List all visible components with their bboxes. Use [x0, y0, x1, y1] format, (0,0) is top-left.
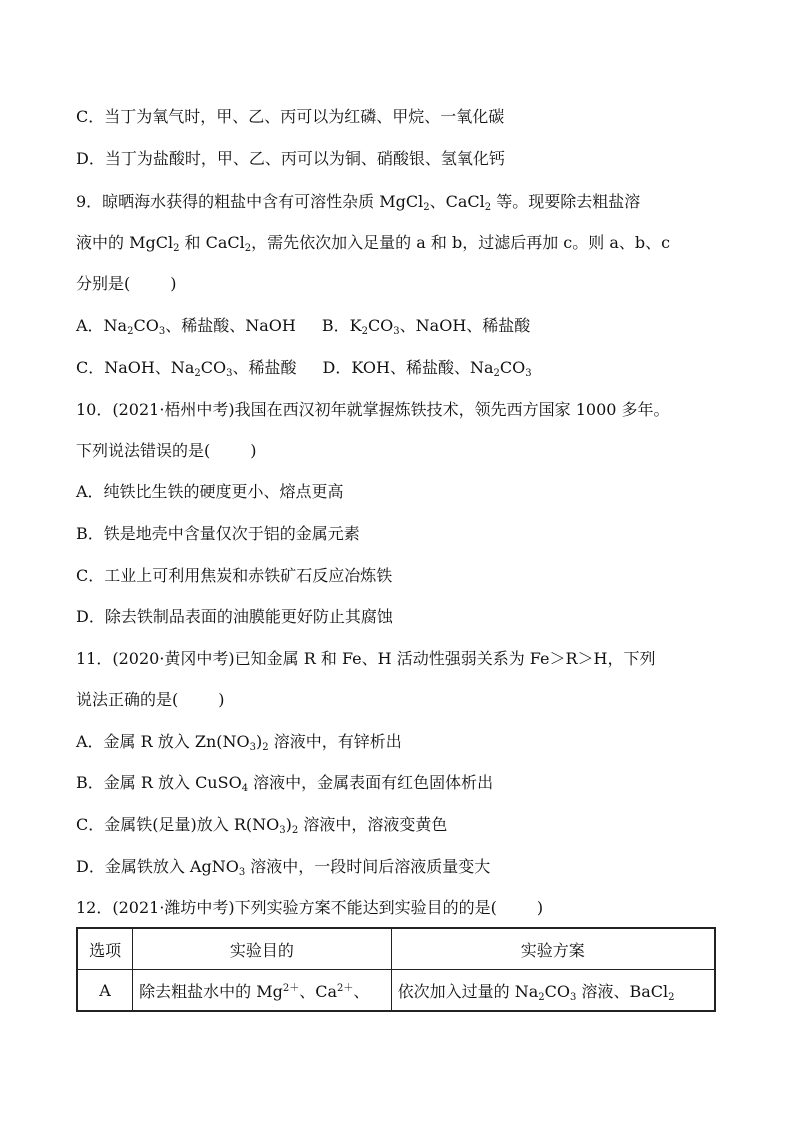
q11-stem-line1: 11．(2020·黄冈中考)已知金属 R 和 Fe、H 活动性强弱关系为 Fe＞R＞H，下列 [76, 649, 656, 668]
q11-option-b: B．金属 R 放入 CuSO$_4$ 溶液中，金属表面有红色固体析出 [76, 773, 494, 794]
q10-stem-line1: 10．(2021·梧州中考)我国在西汉初年就掌握炼铁技术，领先西方国家 1000 多年。 [76, 400, 670, 419]
header-plan: 实验方案 [391, 928, 715, 970]
q12-table [76, 927, 716, 1012]
header-option: 选项 [77, 928, 133, 970]
q12-stem: 12．(2021·潍坊中考)下列实验方案不能达到实验目的的是( ) [76, 898, 544, 917]
q11-option-d: D．金属铁放入 AgNO$_3$ 溶液中，一段时间后溶液质量变大 [76, 857, 491, 878]
q10-option-a: A．纯铁比生铁的硬度更小、熔点更高 [76, 482, 344, 501]
table-header-row [77, 928, 715, 970]
q9-options-cd [76, 357, 726, 379]
q9-stem-line1: 9．晾晒海水获得的粗盐中含有可溶性杂质 MgCl$_2$、CaCl$_2$ 等。现要除去粗盐溶 [76, 192, 641, 213]
q8-option-d: D．当丁为盐酸时，甲、乙、丙可以为铜、硝酸银、氢氧化钙 [76, 149, 505, 168]
q9-stem-line2: 液中的 MgCl$_2$ 和 CaCl$_2$，需先依次加入足量的 a 和 b，过滤后再加 c。则 a、b、c [76, 233, 671, 254]
q10-option-d: D．除去铁制品表面的油膜能更好防止其腐蚀 [76, 607, 393, 626]
q11-stem-line2: 说法正确的是( ) [76, 690, 225, 709]
q9-option-b: B．$K_2CO_3$、NaOH、稀盐酸 [321, 316, 531, 337]
q11-option-c: C．金属铁(足量)放入 $R(NO_3)_2$ 溶液中，溶液变黄色 [76, 815, 448, 836]
q11-option-a: A．金属 R 放入 $Zn(NO_3)_2$ 溶液中，有锌析出 [76, 732, 402, 753]
q10-option-b: B．铁是地壳中含量仅次于铝的金属元素 [76, 524, 360, 543]
q9-stem-line3: 分别是( ) [76, 274, 177, 293]
q9-option-a: A．$Na_2CO_3$、稀盐酸、NaOH [76, 316, 296, 337]
q8-option-c: C．当丁为氧气时，甲、乙、丙可以为红磷、甲烷、一氧化碳 [76, 107, 505, 126]
row-a-goal: 除去粗盐水中的 $Mg^{2+}$、$Ca^{2+}$、 [133, 970, 391, 1012]
q9-options-ab [76, 315, 726, 337]
q10-stem-line2: 下列说法错误的是( ) [76, 441, 257, 460]
q10-option-c: C．工业上可利用焦炭和赤铁矿石反应冶炼铁 [76, 566, 393, 585]
row-a-option: A [77, 970, 133, 1012]
table-row [77, 970, 715, 1012]
q9-option-c: C．NaOH、$Na_2CO_3$、稀盐酸 [76, 358, 297, 379]
q9-option-d: D．KOH、稀盐酸、$Na_2CO_3$ [322, 358, 532, 379]
header-goal: 实验目的 [133, 928, 391, 970]
row-a-plan: 依次加入过量的 $Na_2CO_3$ 溶液、BaCl$_2$ [391, 970, 715, 1012]
